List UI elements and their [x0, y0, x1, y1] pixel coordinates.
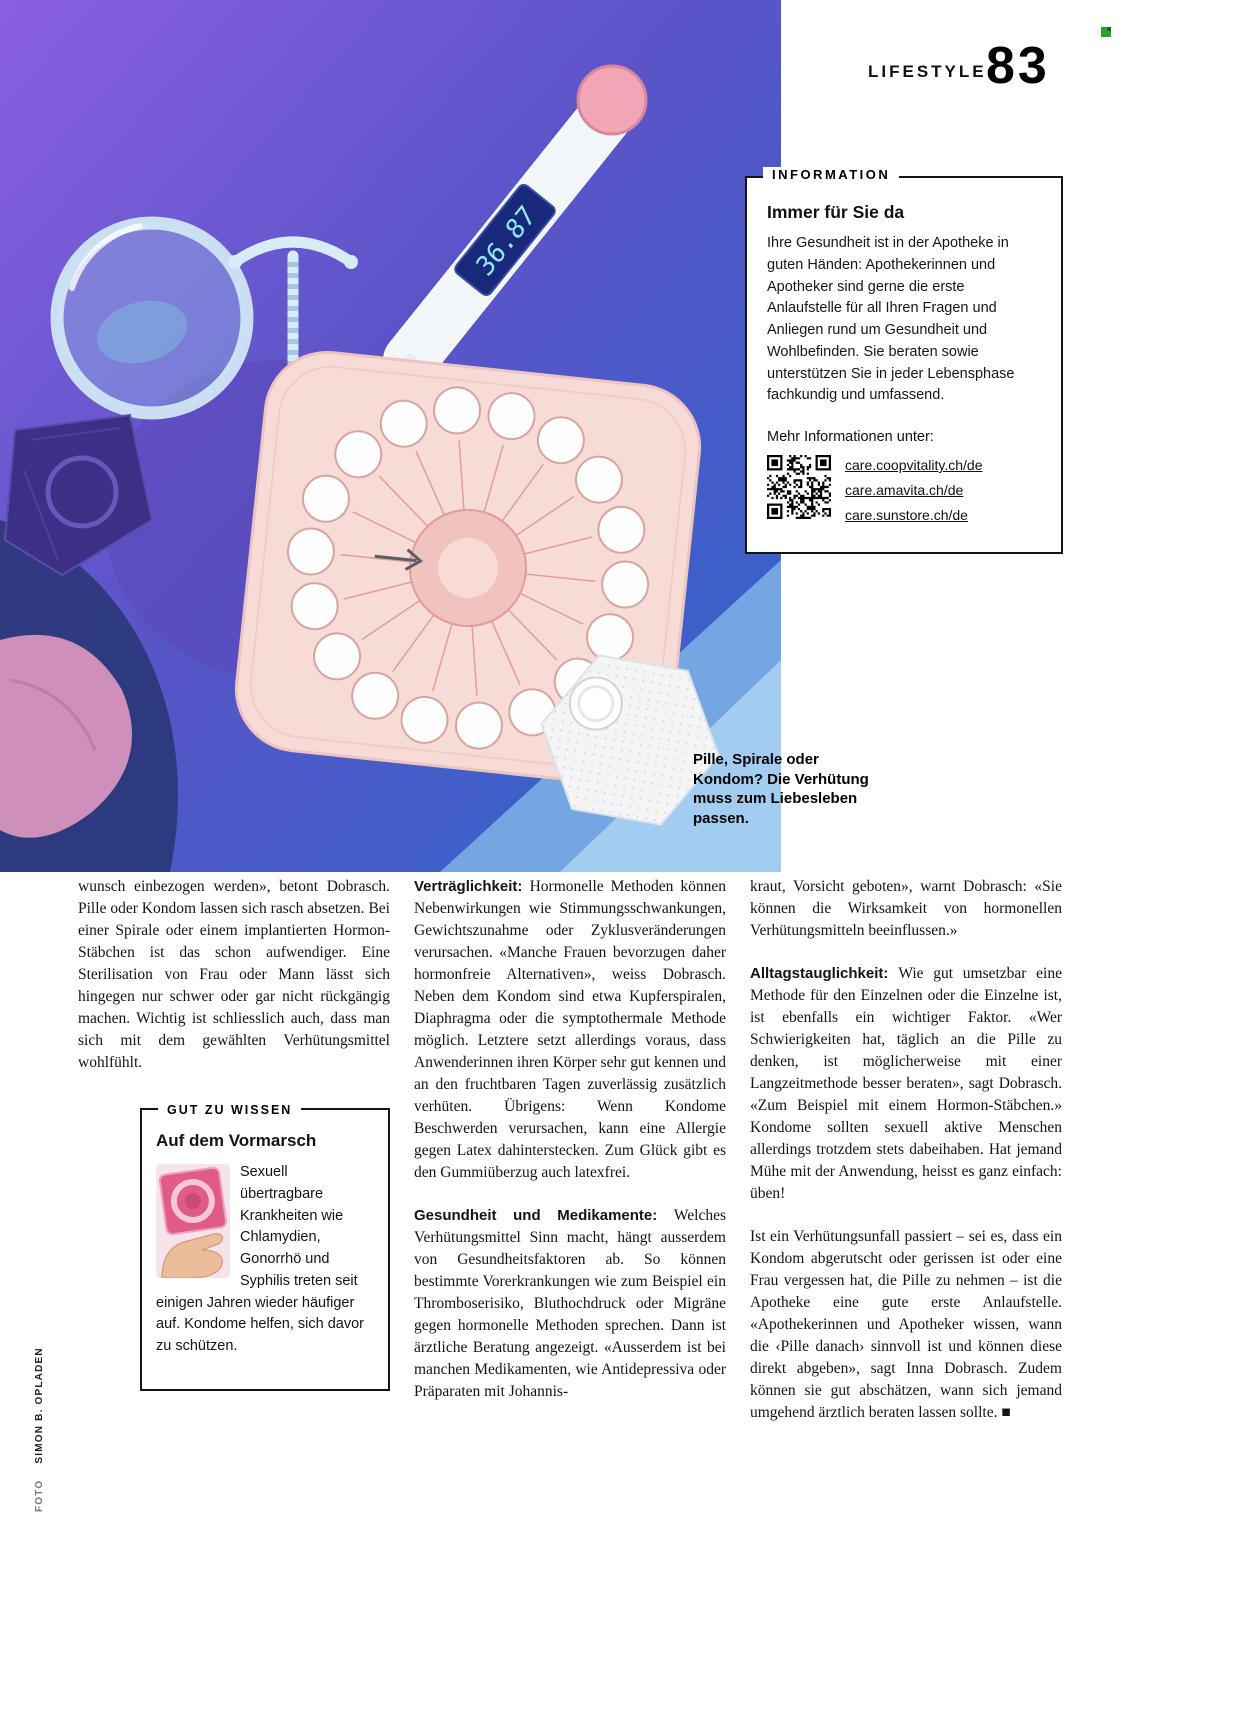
- gut-zu-wissen-box: [140, 1103, 390, 1391]
- photo-credit-label: FOTO: [34, 1479, 45, 1512]
- condom-photo: [156, 1164, 230, 1278]
- article-column-2: [414, 876, 726, 1445]
- article-body: [78, 876, 1062, 1445]
- more-info-label: Mehr Informationen unter:: [767, 429, 934, 445]
- qr-code: [767, 455, 831, 519]
- info-links: [845, 455, 982, 532]
- contraception-illustration: [0, 0, 781, 872]
- article-paragraph: wunsch einbezogen werden», betont Dobrasch. Pille oder Kondom lassen sich rasch absetzen. Bei einer Spirale oder einem implantierten Hormon-Stäbchen ist das schon aufwendiger. Eine Sterilisation von Frau oder Mann lässt sich hingegen nur schwer oder gar nicht rückgängig machen. Wichtig ist schliesslich auch, dass man sich mit dem gewählten Verhütungsmittel wohlfühlt.: [78, 878, 390, 1071]
- info-box-body: Ihre Gesundheit ist in der Apotheke in guten Händen: Apothekerinnen und Apotheker sind gerne die erste Anlaufstelle für all Ihren Fragen und Anliegen rund um Gesundheit und Wohlbefinden. Sie beraten sowie unterstützen Sie in jeder Lebensphase fachkundig und umfassend.: [767, 235, 1015, 404]
- article-paragraph: Verträglichkeit: Hormonelle Methoden können Nebenwirkungen wie Stimmungsschwankungen, Gewichtszunahme oder Zyklusveränderungen verursachen. «Manche Frauen bevorzugen daher hormonfreie Alternativen», weiss Dobrasch. Neben dem Kondom sind etwa Kupferspiralen, Diaphragma oder die symptothermale Methode möglich. Letztere setzt allerdings voraus, dass Anwenderinnen ihren Körper sehr gut kennen und an den fruchtbaren Tagen zuverlässig zusätzlich verhüten. Übrigens: Wenn Kondome Beschwerden verursachen, kann eine Allergie gegen Latex dahinterstecken. Zum Glück gibt es den Gummiüberzug auch latexfrei.: [414, 878, 726, 1181]
- know-box-title: Auf dem Vormarsch: [156, 1131, 317, 1150]
- info-box-label: INFORMATION: [763, 167, 899, 182]
- page-number: 83: [986, 37, 1050, 95]
- diaphragm-illustration: [57, 223, 247, 413]
- thermometer-reading: 36.87: [471, 200, 542, 283]
- print-registration-mark: [1101, 27, 1111, 37]
- article-paragraph: Ist ein Verhütungsunfall passiert – sei es, dass ein Kondom abgerutscht oder gerissen ist oder eine Frau vergessen hat, die Pille zu nehmen – ist die Apotheke eine gute erste Anlaufstelle. «Apothekerinnen und Apotheker wissen, wann die ‹Pille danach› sinnvoll ist und können diese direkt abgeben», sagt Inna Dobrasch. Zudem können sie gut abschätzen, wann sich jemand umgehend ärztlich beraten lassen sollte. ■: [750, 1228, 1062, 1421]
- article-paragraph: Alltagstauglichkeit: Wie gut umsetzbar eine Methode für den Einzelnen oder die Einzelne ist, ist ebenfalls ein wichtiger Faktor. «Wer Schwierigkeiten hat, täglich an die Pille zu denken, ist möglicherweise mit einer Langzeitmethode besser beraten», sagt Dobrasch. «Zum Beispiel mit einem Hormon-Stäbchen.» Kondome sollten sexuell aktive Menschen allerdings trotzdem stets dabeihaben. Hat jemand Mühe mit der Anwendung, heisst es ganz einfach: üben!: [750, 965, 1062, 1202]
- qr-links-row: [767, 455, 1041, 532]
- information-box: [745, 167, 1063, 554]
- know-box-label: GUT ZU WISSEN: [158, 1099, 301, 1121]
- know-box-body: Sexuell übertragbare Krankheiten wie Chlamydien, Gonorrhö und Syphilis treten seit einigen Jahren wieder häufiger auf. Kondome helfen, sich davor zu schützen.: [156, 1164, 364, 1354]
- info-link[interactable]: care.sunstore.ch/de: [845, 507, 968, 523]
- info-link[interactable]: care.amavita.ch/de: [845, 482, 964, 498]
- info-box-title: Immer für Sie da: [767, 202, 905, 222]
- article-paragraph: Gesundheit und Medikamente: Welches Verhütungsmittel Sinn macht, hängt ausserdem von Gesundheitsfaktoren ab. So können bestimmte Vorerkrankungen wie zum Beispiel ein Thromboserisiko, Bluthochdruck oder Migräne gegen hormonelle Methoden sprechen. Dann ist ärztliche Beratung angezeigt. «Ausserdem ist bei manchen Medikamenten, wie Antidepressiva oder Präparaten mit Johannis-: [414, 1207, 726, 1400]
- article-paragraph: kraut, Vorsicht geboten», warnt Dobrasch: «Sie können die Wirksamkeit von hormonellen Verhütungsmitteln beeinflussen.»: [750, 878, 1062, 939]
- image-caption: Pille, Spirale oder Kondom? Die Verhütung muss zum Liebesleben passen.: [693, 751, 869, 827]
- article-column-1: [78, 876, 390, 1445]
- photo-credit-name: SIMON B. OPLADEN: [34, 1347, 45, 1464]
- article-column-3: [750, 876, 1062, 1445]
- info-link[interactable]: care.coopvitality.ch/de: [845, 457, 983, 473]
- section-label: LIFESTYLE: [868, 62, 987, 81]
- photo-credit: [34, 1347, 45, 1512]
